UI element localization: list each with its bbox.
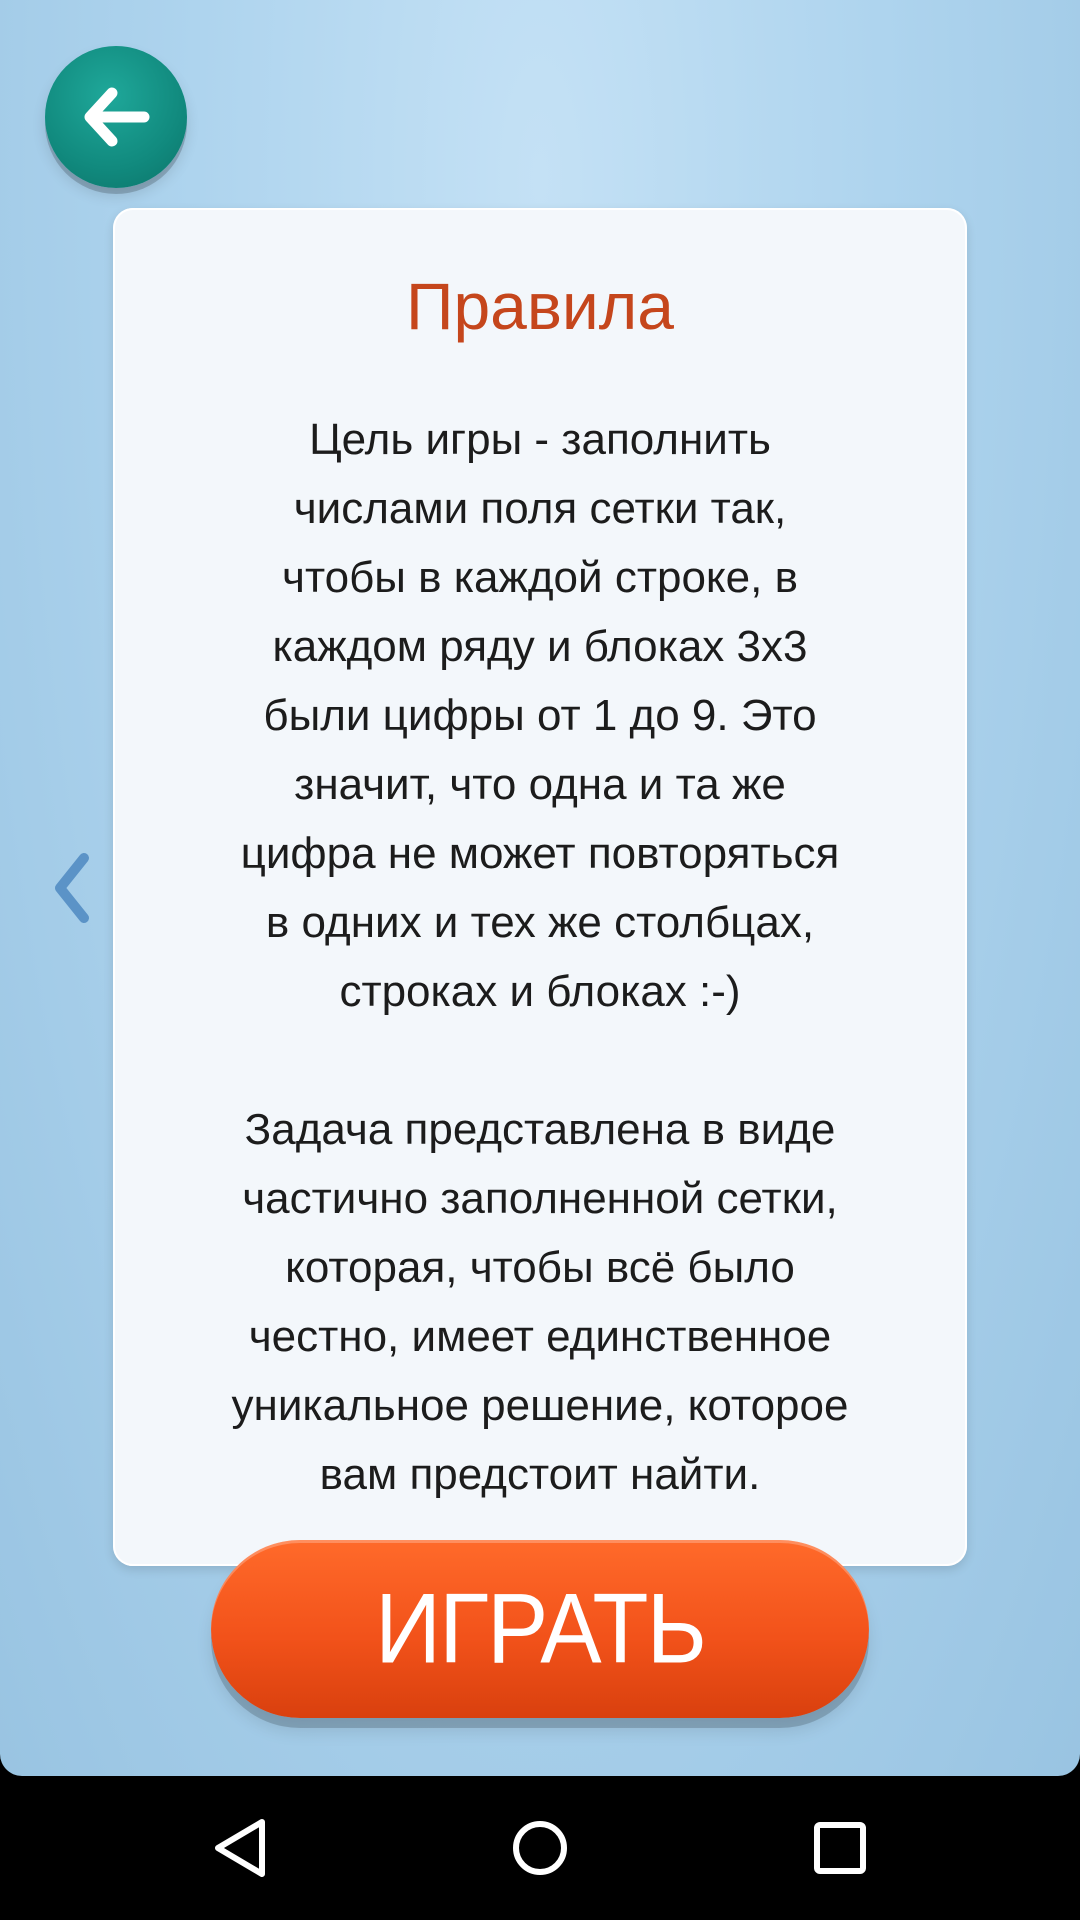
play-button[interactable]: [211, 1540, 869, 1718]
play-button-label: ИГРАТЬ: [375, 1573, 705, 1684]
rules-line: уникальное решение, которое: [231, 1381, 849, 1430]
rules-line: вам предстоит найти.: [319, 1450, 761, 1499]
rules-line: строках и блоках :-): [339, 967, 741, 1016]
rules-line: частично заполненной сетки,: [242, 1174, 838, 1223]
rules-line: в одних и тех же столбцах,: [265, 898, 815, 947]
arrow-left-icon: [76, 77, 156, 157]
rules-title: Правила: [406, 269, 674, 343]
rules-line: Задача представлена в виде: [244, 1105, 836, 1154]
rules-paragraph-2: [150, 1095, 930, 1509]
rules-line: числами поля сетки так,: [293, 484, 787, 533]
chevron-left-icon[interactable]: [48, 848, 98, 928]
rules-line: были цифры от 1 до 9. Это: [263, 691, 817, 740]
rules-line: чтобы в каждой строке, в: [282, 553, 798, 602]
rules-line: Цель игры - заполнить: [309, 415, 771, 464]
back-button[interactable]: [45, 46, 187, 188]
system-nav-bar: [0, 1776, 1080, 1920]
rules-paragraph-1: [150, 405, 930, 1026]
triangle-back-icon[interactable]: [200, 1808, 280, 1888]
rules-line: цифра не может повторяться: [240, 829, 840, 878]
rules-line: каждом ряду и блоках 3x3: [272, 622, 808, 671]
rules-line: честно, имеет единственное: [248, 1312, 832, 1361]
circle-home-icon[interactable]: [500, 1808, 580, 1888]
rules-line: значит, что одна и та же: [294, 760, 786, 809]
rules-line: которая, чтобы всё было: [285, 1243, 795, 1292]
square-recents-icon[interactable]: [800, 1808, 880, 1888]
